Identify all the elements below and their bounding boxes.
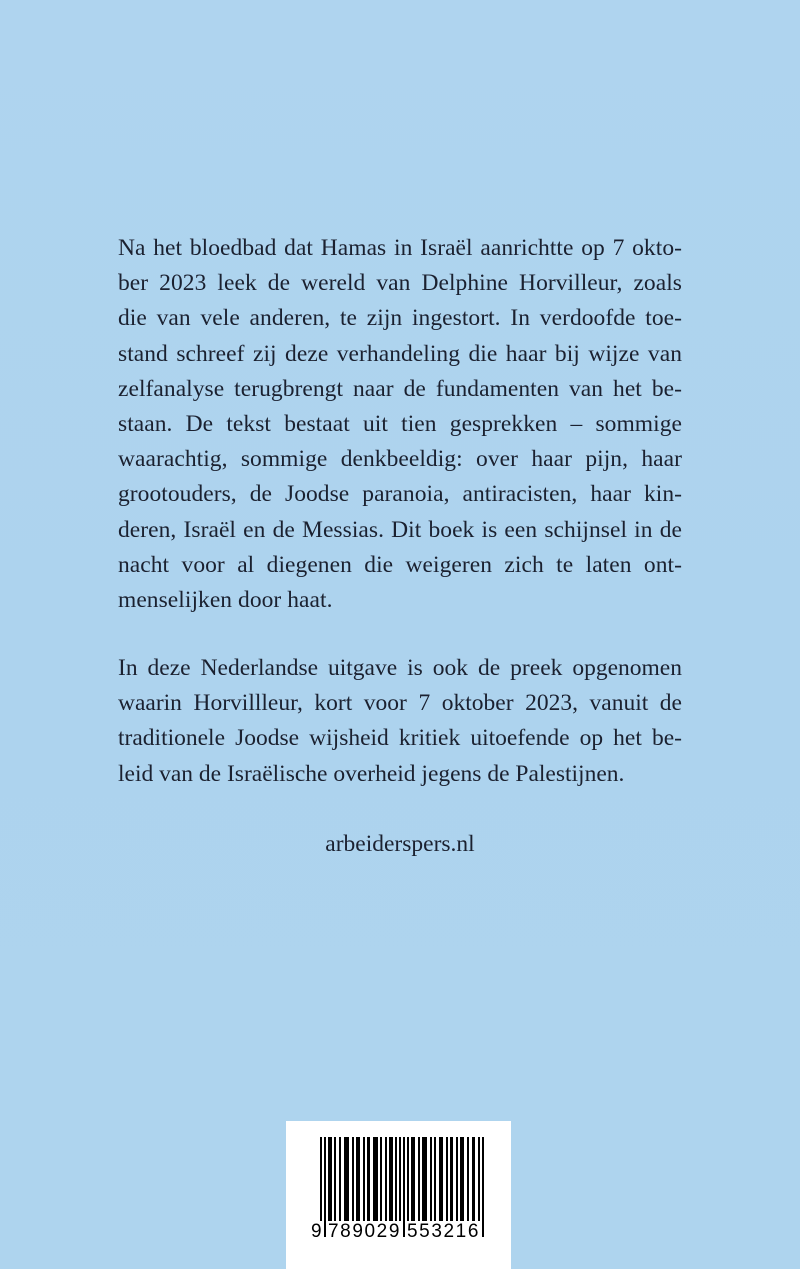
blurb-line: zelfanalyse terugbrengt naar de fundamenten van het be-	[118, 375, 682, 402]
isbn-left-group: 789029	[328, 1221, 402, 1242]
blurb-line: ber 2023 leek de wereld van Delphine Horvilleur, zoals	[118, 270, 682, 297]
blurb-line: nacht voor al diegenen die weigeren zich te laten ont-	[118, 551, 682, 578]
isbn-number	[310, 1221, 490, 1243]
blurb-line: In deze Nederlandse uitgave is ook de preek opgenomen	[118, 655, 682, 681]
isbn-first-digit: 9	[311, 1221, 322, 1242]
blurb-paragraph-1	[118, 231, 682, 618]
blurb-line: staan. De tekst bestaat uit tien gesprekken – sommige	[118, 410, 682, 437]
blurb-line: Na het bloedbad dat Hamas in Israël aanrichtte op 7 okto-	[118, 235, 682, 261]
isbn-right-group: 553216	[407, 1221, 481, 1242]
blurb-paragraph-2	[118, 651, 682, 792]
blurb-line: leid van de Israëlische overheid jegens de Palestijnen.	[118, 760, 625, 787]
blurb-line: waarachtig, sommige denkbeeldig: over haar pijn, haar	[118, 446, 682, 473]
publisher-website: arbeiderspers.nl	[325, 831, 475, 857]
blurb-line: traditionele Joodse wijsheid kritiek uitoefende op het be-	[118, 725, 682, 752]
blurb-line: stand schreef zij deze verhandeling die haar bij wijze van	[118, 340, 682, 367]
blurb-line: deren, Israël en de Messias. Dit boek is een schijnsel in de	[118, 516, 682, 543]
blurb-line: die van vele anderen, te zijn ingestort. In verdoofde toe-	[118, 305, 682, 332]
blurb-line: grootouders, de Joodse paranoia, antiracisten, haar kin-	[118, 481, 682, 508]
blurb-line: menselijken door haat.	[118, 586, 333, 613]
isbn-barcode	[286, 1121, 511, 1269]
blurb-line: waarin Horvillleur, kort voor 7 oktober 2023, vanuit de	[118, 690, 682, 717]
